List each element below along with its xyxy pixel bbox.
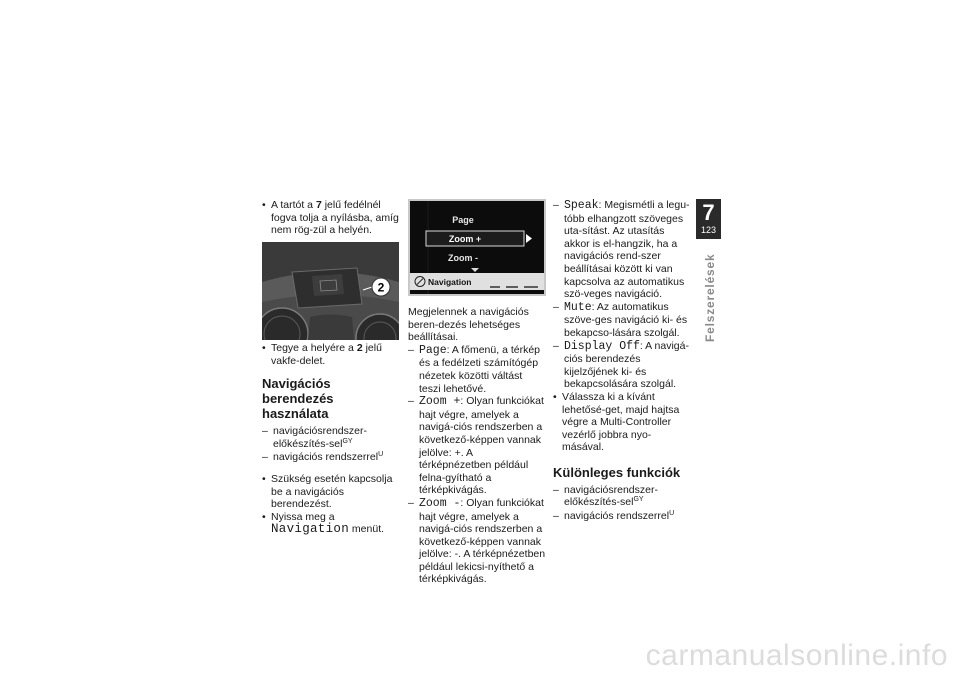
requirement-item: – navigációsrendszer-előkészítés-sel$^{GY}$ — [262, 425, 367, 450]
menu-item-page: Page — [452, 215, 474, 225]
column-middle — [408, 306, 546, 586]
bullet: • — [262, 472, 266, 485]
reference-number: 7 — [315, 199, 322, 211]
instruction-step: • Nyissa meg a Navigation menüt. — [262, 510, 385, 537]
reference-number: 2 — [356, 342, 363, 354]
watermark: carmanualsonline.info — [645, 639, 948, 672]
bullet: • — [262, 199, 266, 211]
bullet: • — [262, 342, 266, 354]
instruction-step: • Tegye a helyére a 2 jelű vakfe-delet. — [262, 342, 382, 367]
column-right — [553, 199, 690, 523]
navigation-screen — [408, 199, 546, 296]
dashboard-photo — [262, 242, 399, 340]
section-heading: Különleges funkciók — [553, 464, 681, 480]
chapter-title: Felszerelések — [703, 253, 717, 342]
requirement-item: – navigációsrendszer-előkészítés-sel$^{GY}$ — [553, 483, 658, 509]
option-description: – Zoom -: Olyan funkciókat hajt végre, amelyek a navigá-ciós rendszerben a következő-képpen vannak jelölve: -. A térképnézetben például lekicsi-nyíthető a térképkivágás. — [408, 496, 546, 586]
chapter-marker — [696, 199, 721, 239]
requirement-item: – navigációs rendszerrel$^U$ — [553, 510, 675, 523]
menu-item-zoom-out: Zoom - — [448, 253, 478, 263]
instruction-step: • Szükség esetén kapcsolja be a navigációs berendezést. — [262, 472, 393, 511]
section-heading: Navigációs berendezés használata — [262, 376, 334, 422]
instruction-step: • A tartót a 7 jelű fedélnél fogva tolja a nyílásba, amíg nem rög-zül a helyén. — [262, 199, 399, 237]
option-description: – Speak: Megismétli a legu-tóbb elhangzott szöveges uta-sítást. Az utasítás akkor is el-hangzik, ha a navigációs rend-szer beállításai között ki van kapcsolva az automatikus szö-veges navigáció. — [553, 199, 690, 301]
instruction-step: • Válassza ki a kívánt lehetősé-get, majd hajtsa végre a Multi-Controller vezérlő jobbra nyo-másával. — [553, 390, 680, 454]
callout-label: 2 — [377, 280, 385, 295]
chapter-number: 7 — [702, 200, 715, 225]
bullet: • — [553, 390, 557, 403]
option-description: – Display Off: A navigá-ciós berendezés kijelzőjének ki- és bekapcsolására szolgál. — [553, 339, 689, 391]
requirement-item: – navigációs rendszerrel$^U$ — [262, 451, 384, 464]
option-description: – Zoom +: Olyan funkciókat hajt végre, amelyek a navigá-ciós rendszerben a következő-képpen vannak jelölve: +. A térképnézetben például felna-gyítható a térképkivágás. — [408, 395, 544, 497]
screen-footer-title: Navigation — [428, 277, 472, 287]
intro-paragraph: Megjelennek a navigációs beren-dezés lehetséges beállításai. — [408, 306, 529, 344]
option-description: – Page: A főmenü, a térkép és a fedélzeti számítógép nézetek közötti váltást teszi lehetővé. — [408, 343, 541, 395]
page-number: 123 — [700, 225, 717, 235]
column-left-lower — [262, 342, 400, 536]
column-left — [262, 199, 400, 237]
option-description: – Mute: Az automatikus szöve-ges navigáció ki- és bekapcso-lására szolgál. — [553, 300, 688, 339]
menu-item-zoom-in: Zoom + — [448, 234, 482, 244]
bullet: • — [262, 510, 266, 523]
